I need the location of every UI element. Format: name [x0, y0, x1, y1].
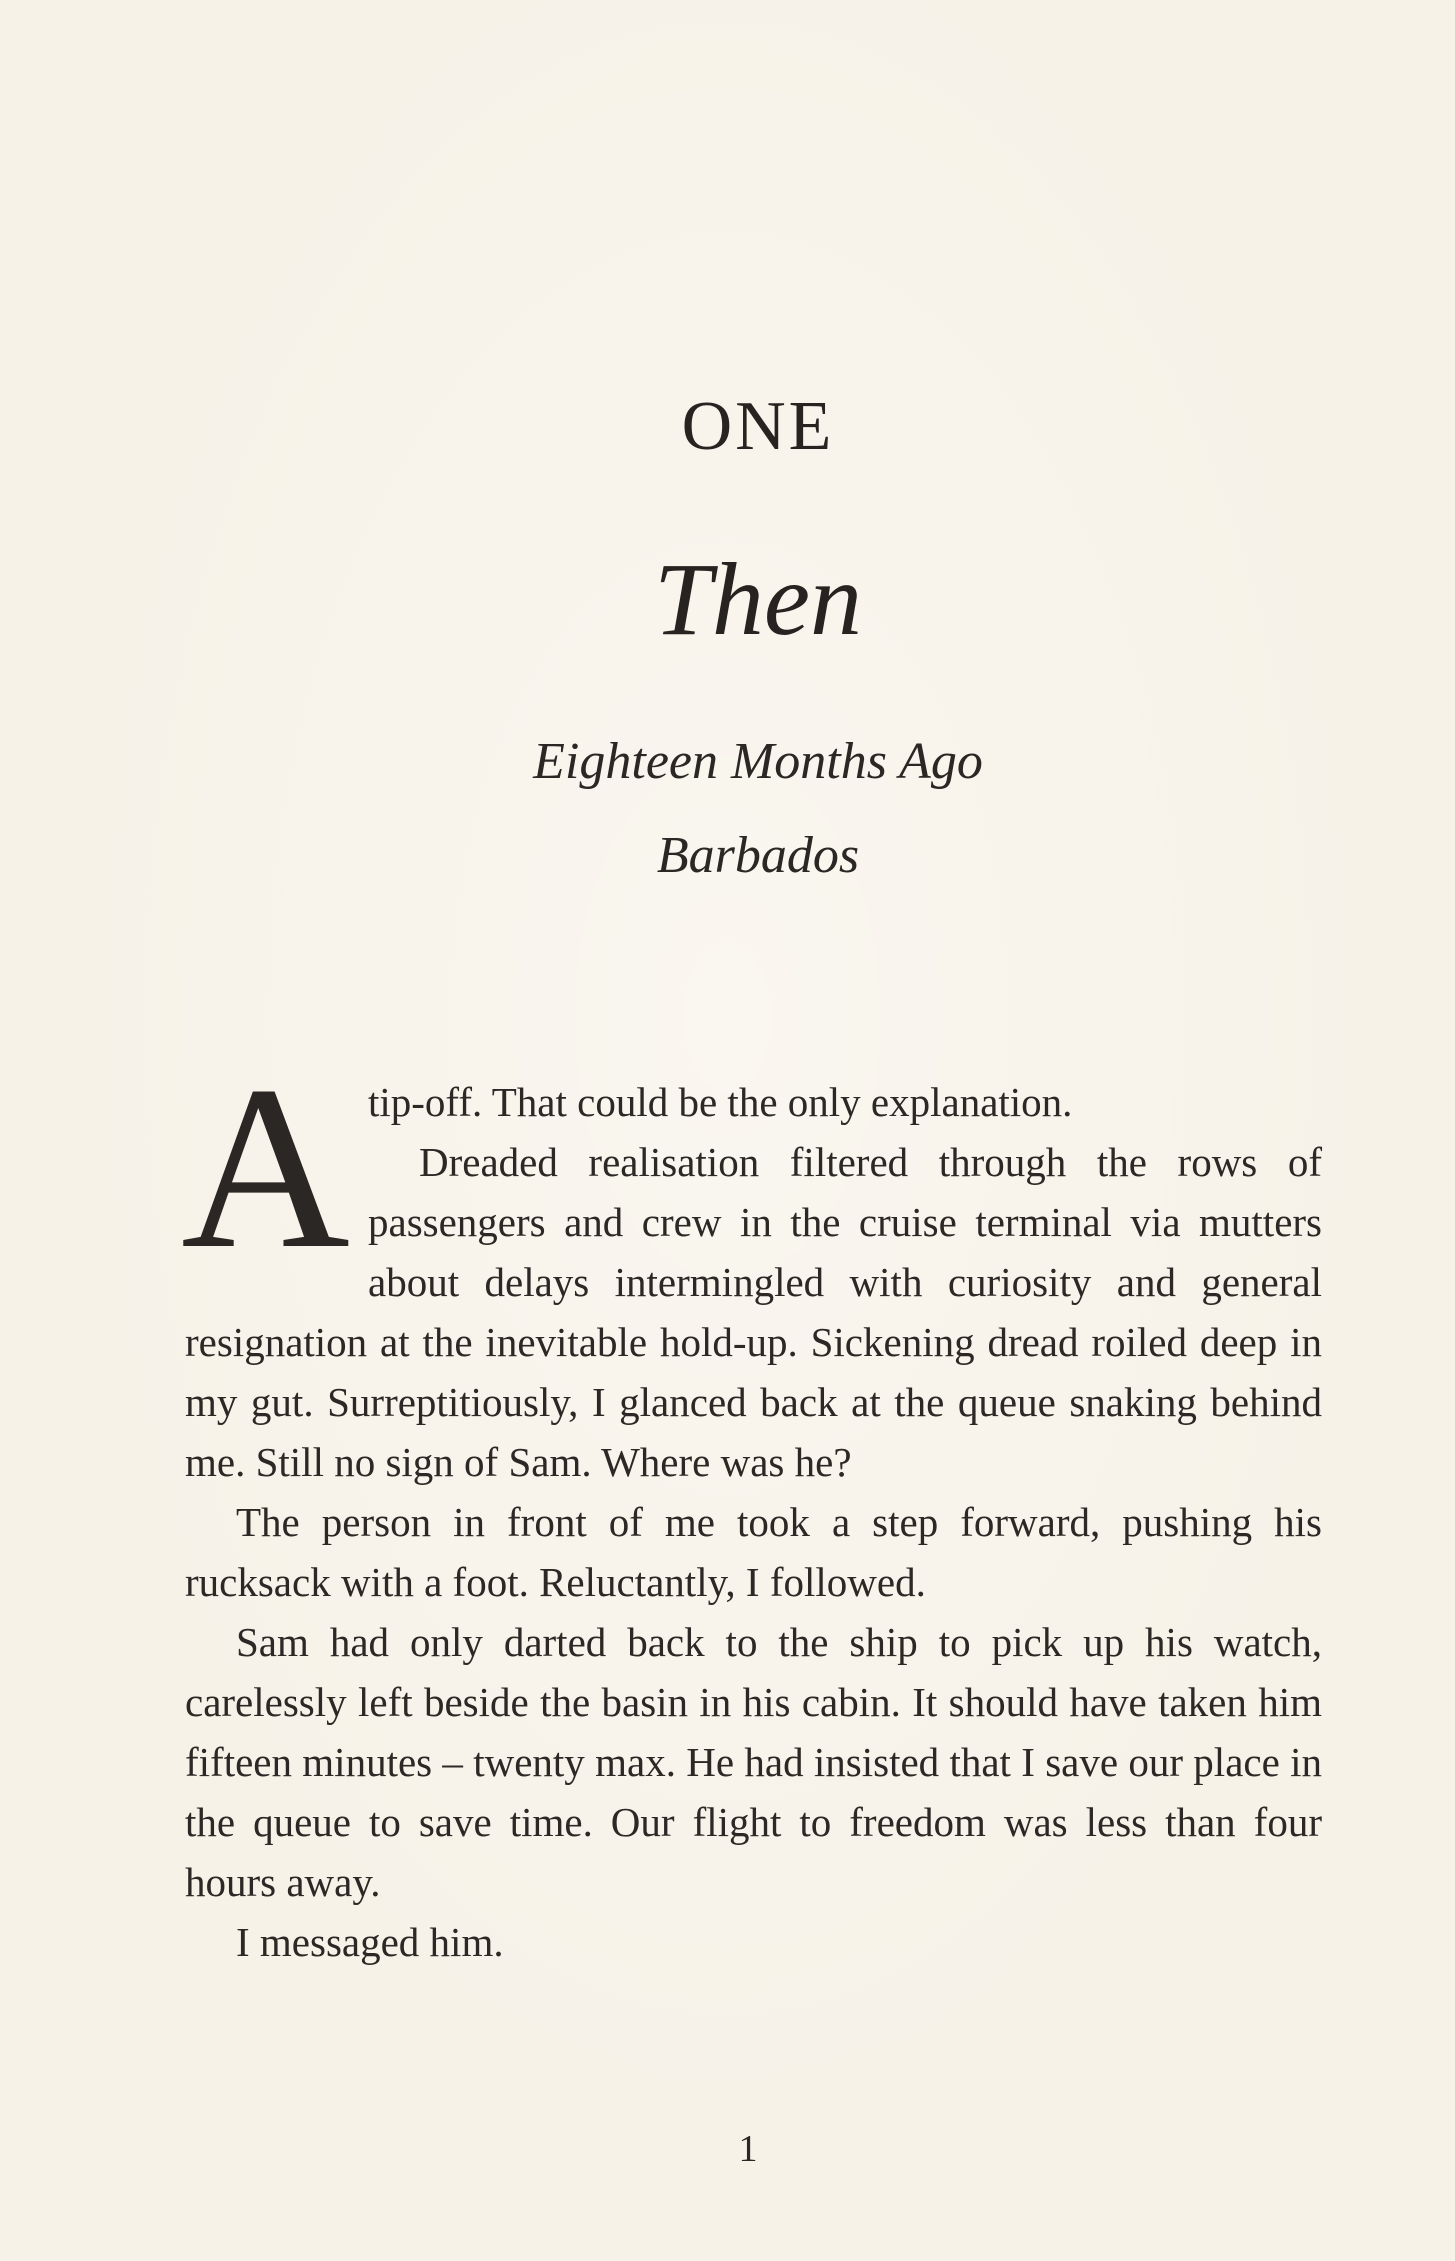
paragraph-4: Sam had only darted back to the ship to pick up his watch, carelessly left beside the basin in his cabin. It should have taken him fifteen minutes – twenty max. He had insisted that I save our place in the queue to save time. Our flight to freedom was less than four hours away.	[185, 1619, 1322, 1905]
drop-cap: A	[181, 1037, 350, 1297]
chapter-title: Then	[654, 542, 862, 657]
paragraph-1: tip-off. That could be the only explanation.	[368, 1079, 1073, 1125]
paragraph-3: The person in front of me took a step forward, pushing his rucksack with a foot. Reluctantly, I followed.	[185, 1499, 1322, 1605]
chapter-time: Eighteen Months Ago	[533, 733, 983, 790]
chapter-place: Barbados	[656, 827, 860, 884]
paragraph-2: Dreaded realisation filtered through the rows of passengers and crew in the cruise terminal via mutters about delays intermingled with curiosity and general resignation at the inevitable hold-up. Sickening dread roiled deep in my gut. Surreptitiously, I glanced back at the queue snaking behind me. Still no sign of Sam. Where was he?	[185, 1139, 1322, 1485]
chapter-body	[181, 1037, 1322, 1972]
chapter-number: ONE	[681, 388, 835, 465]
paragraph-5: I messaged him.	[236, 1919, 504, 1965]
page-number: 1	[738, 2128, 758, 2170]
